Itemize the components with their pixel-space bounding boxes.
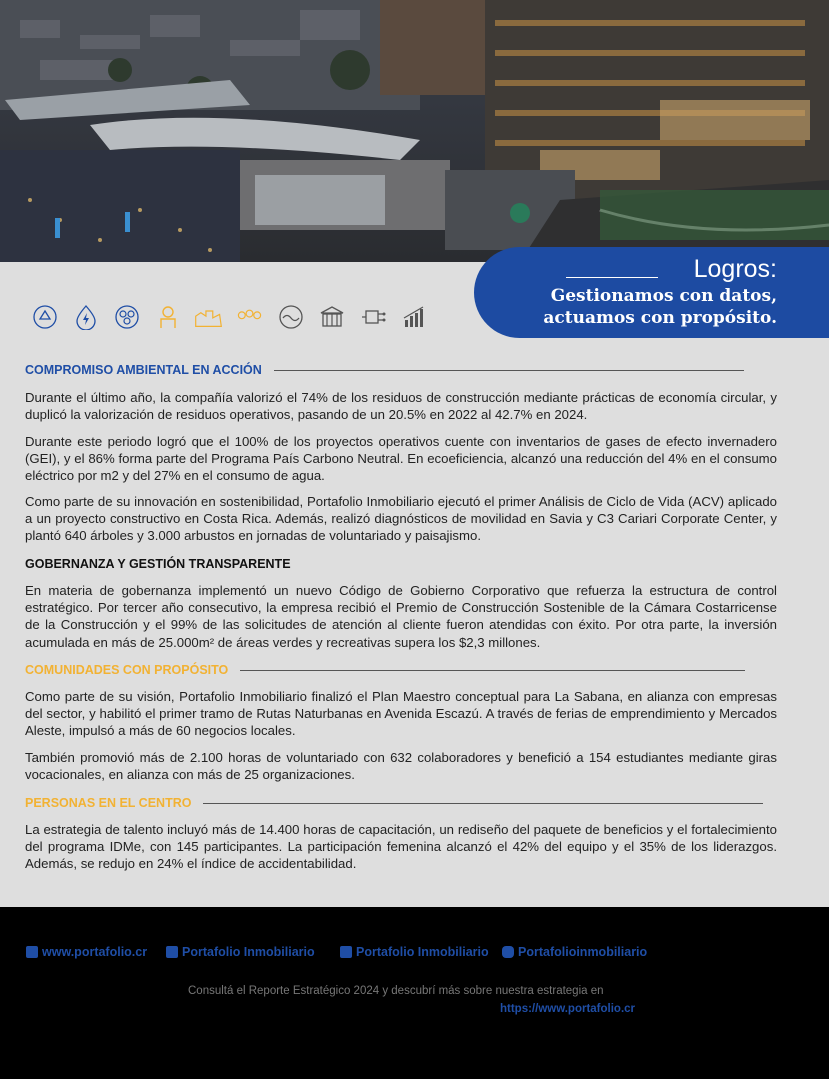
comunidades-paragraph-2: También promovió más de 2.100 horas de voluntariado con 632 colaboradores y benefició a 154 estudiantes mediante giras vocacionales, en alianza con más de 25 organizaciones. — [25, 750, 777, 783]
globe-icon — [26, 946, 38, 958]
section-title-personas: PERSONAS EN EL CENTRO — [25, 796, 763, 810]
recycle-icon — [30, 302, 59, 331]
footer-url-link[interactable]: https://www.portafolio.cr — [500, 1003, 636, 1015]
building-icon — [317, 302, 346, 331]
ambiental-paragraph-1: Durante el último año, la compañía valorizó el 74% de los residuos de construcción mediante prácticas de economía circular, y duplicó la valorización de residuos operativos, pasando de un 20.5% en 2022 al 42.7% en 2024. — [25, 390, 777, 423]
badge-title: Logros: — [693, 255, 777, 283]
badge-subtitle — [543, 285, 777, 329]
ambiental-paragraph-2: Durante este periodo logró que el 100% de los proyectos operativos cuente con inventarios de gases de efecto invernadero (GEI), y el 86% forma parte del Programa País Carbono Neutral. En ecoeficiencia, alcanzó una reducción del 4% en el consumo eléctrico por m2 y del 27% en el consumo de agua. — [25, 434, 777, 484]
section-title-comunidades: COMUNIDADES CON PROPÓSITO — [25, 663, 745, 677]
biodiversity-icon — [112, 302, 141, 331]
badge-subtitle-line-1: Gestionamos con datos, — [550, 286, 777, 306]
energy-icon — [71, 302, 100, 331]
linkedin-icon — [340, 946, 352, 958]
hand-coin-icon — [153, 302, 182, 331]
facebook-icon — [166, 946, 178, 958]
network-icon — [358, 302, 387, 331]
ambiental-paragraph-3: Como parte de su innovación en sostenibilidad, Portafolio Inmobiliario ejecutó el primer Análisis de Ciclo de Vida (ACV) aplicado a un proyecto constructivo en Costa Rica. Además, realizó diagnósticos de movilidad en Savia y C3 Cariari Corporate Center, y plantó 640 árboles y 3.000 arbustos en jornadas de voluntariado y paisajismo. — [25, 494, 777, 544]
footer-facebook-link[interactable]: Portafolio Inmobiliario — [166, 945, 315, 959]
hero-photo — [0, 0, 829, 262]
footer-web-link[interactable]: www.portafolio.cr — [26, 945, 147, 959]
footer-instagram-link[interactable]: Portafolioinmobiliario — [502, 945, 647, 959]
city-icon — [194, 302, 223, 331]
comunidades-paragraph-1: Como parte de su visión, Portafolio Inmobiliario finalizó el Plan Maestro conceptual para La Sabana, en alianza con empresas del sector, y habilitó el primer tramo de Rutas Naturbanas en Avenida Escazú. A través de ferias de emprendimiento y Mercados Aleste, impulsó a más de 60 negocios locales. — [25, 689, 777, 739]
badge-subtitle-line-2: actuamos con propósito. — [543, 308, 777, 328]
growth-chart-icon — [399, 302, 428, 331]
footer-consult-text: Consultá el Reporte Estratégico 2024 y descubrí más sobre nuestra estrategia en — [188, 985, 604, 997]
community-icon — [235, 302, 264, 331]
instagram-icon — [502, 946, 514, 958]
pillar-icons-row — [30, 302, 428, 331]
gobernanza-paragraph-1: En materia de gobernanza implementó un nuevo Código de Gobierno Corporativo que refuerza la estructura de control estratégico. Por tercer año consecutivo, la empresa recibió el Premio de Construcción Sostenible de la Cámara Costarricense de la Construcción y el 99% de las solicitudes de atención al cliente fueron atendidas con éxito. Por otra parte, la inversión acumulada en más de 25.000m² de áreas verdes y recreativas supera los $2,3 millones. — [25, 583, 777, 650]
achievements-badge — [474, 247, 829, 338]
personas-paragraph-1: La estrategia de talento incluyó más de 14.400 horas de capacitación, un rediseño del paquete de beneficios y el fortalecimiento del programa IDMe, con 145 participantes. La participación femenina alcanzó el 42% del equipo y el 35% de los liderazgos. Además, se redujo en 24% el índice de accidentabilidad. — [25, 822, 777, 872]
section-title-gobernanza: GOBERNANZA Y GESTIÓN TRANSPARENTE — [25, 557, 291, 571]
wave-icon — [276, 302, 305, 331]
badge-divider — [566, 277, 658, 278]
section-title-ambiental: COMPROMISO AMBIENTAL EN ACCIÓN — [25, 363, 744, 377]
footer-linkedin-link[interactable]: Portafolio Inmobiliario — [340, 945, 489, 959]
